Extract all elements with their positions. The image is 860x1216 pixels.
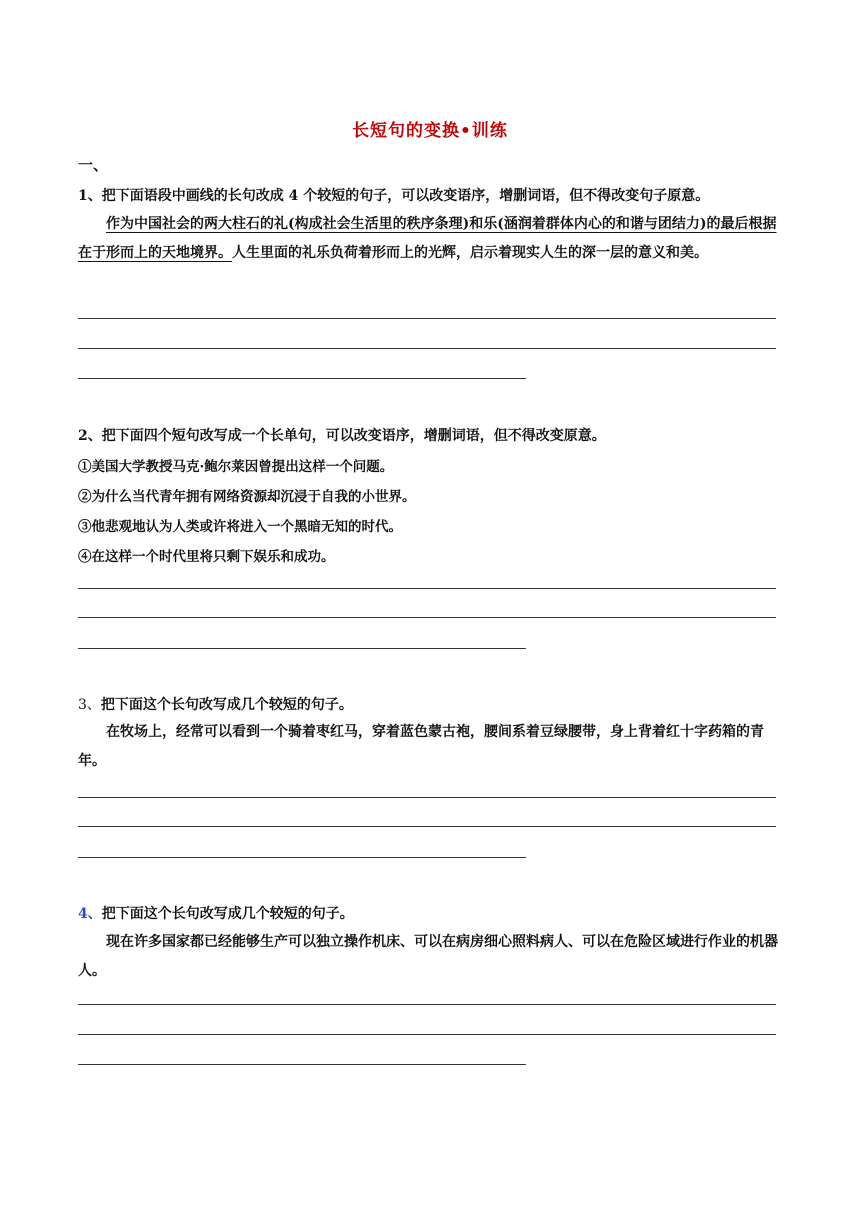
passage-rest: 人生里面的礼乐负荷着形而上的光辉，启示着现实人生的深一层的意义和美。 xyxy=(232,245,708,261)
question-4-prompt xyxy=(78,903,354,923)
page-title: 长短句的变换•训练 xyxy=(352,121,508,141)
underlined-sentence: 作为中国社会的两大柱石的礼(构成社会生活里的秩序条理)和乐(涵润着群体内心的和谐与团结力)的最后根据在于形而上的天地境界。 xyxy=(78,216,777,261)
answer-line[interactable] xyxy=(78,648,526,649)
question-3-passage: 在牧场上，经常可以看到一个骑着枣红马，穿着蓝色蒙古袍，腰间系着豆绿腰带，身上背着红十字药箱的青年。 xyxy=(78,724,764,769)
question-3-prompt-text: 把下面这个长句改写成几个较短的句子。 xyxy=(100,697,353,713)
question-4-prompt-text: 把下面这个长句改写成几个较短的句子。 xyxy=(101,906,354,922)
question-1-prompt: 1、把下面语段中画线的长句改成 4 个较短的句子，可以改变语序，增删词语，但不得改变句子原意。 xyxy=(78,188,710,204)
answer-line[interactable] xyxy=(78,378,526,379)
answer-line[interactable] xyxy=(78,588,776,589)
answer-line[interactable] xyxy=(78,1004,776,1005)
question-2-item: ④在这样一个时代里将只剩下娱乐和成功。 xyxy=(78,549,335,565)
question-1-passage xyxy=(78,210,784,268)
question-3-number: 3、 xyxy=(78,697,101,713)
answer-line[interactable] xyxy=(78,318,776,319)
question-2-item: ①美国大学教授马克·鲍尔莱因曾提出这样一个问题。 xyxy=(78,459,394,475)
question-2-item: ③他悲观地认为人类或许将进入一个黑暗无知的时代。 xyxy=(78,519,402,535)
answer-line[interactable] xyxy=(78,857,526,858)
question-4-number: 4、 xyxy=(78,906,102,922)
question-2-prompt: 2、把下面四个短句改写成一个长单句，可以改变语序，增删词语，但不得改变原意。 xyxy=(78,428,606,444)
section-heading: 一、 xyxy=(78,156,109,174)
question-4-passage: 现在许多国家都已经能够生产可以独立操作机床、可以在病房细心照料病人、可以在危险区域进行作业的机器人。 xyxy=(78,934,778,979)
answer-line[interactable] xyxy=(78,348,776,349)
question-2-item: ②为什么当代青年拥有网络资源却沉浸于自我的小世界。 xyxy=(78,489,416,505)
answer-line[interactable] xyxy=(78,1064,526,1065)
answer-line[interactable] xyxy=(78,617,776,618)
answer-line[interactable] xyxy=(78,826,776,827)
question-3-prompt xyxy=(78,694,353,714)
answer-line[interactable] xyxy=(78,797,776,798)
answer-line[interactable] xyxy=(78,1034,776,1035)
